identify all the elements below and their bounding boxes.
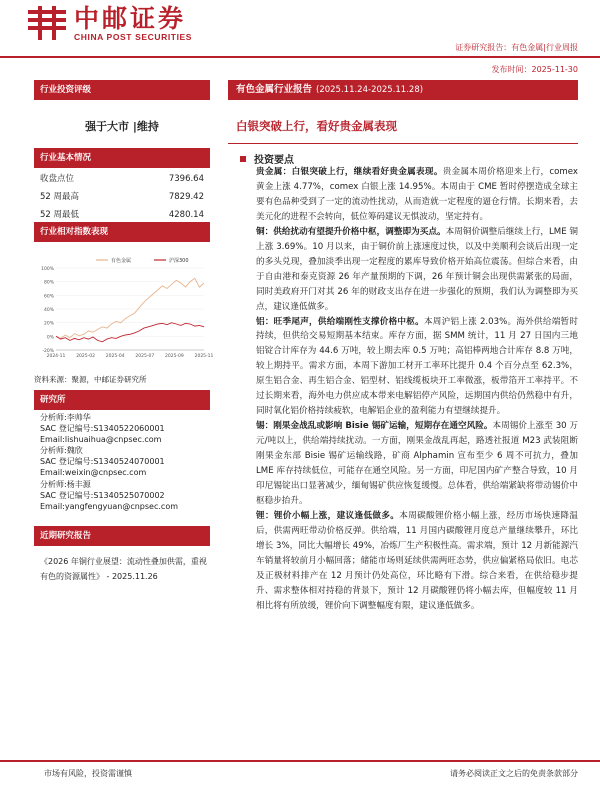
analyst-email[interactable]: Email:weixin@cnpsec.com (40, 468, 147, 478)
x-tick-label: 2025-02 (76, 354, 96, 359)
basic-info-value: 4280.14 (168, 210, 204, 220)
paragraph-copper: 铜：供给扰动有望提升价格中枢，调整即为买点。本周铜价调整后继续上行，LME 铜上涨 3.69%。10 月以来，由于铜价前上涨速度过快，以及中美顺利会谈后出现一定的多头兑现，叠加淡季出现一定程度的累库导致价格开始高位震荡。但综合来看，由于自由港和泰克资源 26 年产量预期的下调，26 年预计铜会出现供需紧张的局面，同时美政府开门对其 26 年的财政支出存在进一步强化的预期，我们认为调整即为买点，建议逢低做多。 (256, 226, 578, 312)
report-banner (228, 80, 578, 100)
legend-label: 有色金属 (111, 258, 132, 264)
y-tick-label: 100% (41, 267, 54, 272)
analyst-section (34, 390, 210, 410)
index-performance-section (34, 222, 210, 242)
paragraph-lithium: 锂：锂价小幅上涨，建议逢低做多。本周碳酸锂价格小幅上涨，经历市场快速降温后，供需两旺带动价格反弹。供给端，11 月国内碳酸锂月度总产量继续攀升，环比增长 3%，同比大幅增长 49%，冶炼厂生产积极性高。需求端，预计 12 月新能源汽车销量将较前月小幅回落；储能市场则延续供需两旺态势，供应偏紧格局依旧。电芯及正极材料排产在 12 月预计仍处高位，环比略有下滑。综合来看，在供给稳步提升、需求整体相对持稳的背景下，预计 12 月碳酸锂仍将小幅去库，但幅度较 11 月相比将有所放缓，锂价向下调整幅度有限，建议逢低做多。 (256, 510, 578, 611)
analyst-sac-number: SAC 登记编号:S1340522060001 (40, 424, 165, 434)
paragraph-aluminum: 铝：旺季尾声，供给端刚性支撑价格中枢。本周沪铝上涨 2.03%。海外供给端暂时持续，但供给交易短期基本结束。库存方面，据 SMM 统计，11 月 27 日国内三地铝锭合计库存为 44.6 万吨，较上期去库 0.5 万吨；高铝棒两地合计库存 8.8 万吨，较上期持平。需求方面，本周下游加工材开工率环比提升 0.4 个百分点至 62.3%，原生铝合金、再生铝合金、铝型材、铝线缆板块开工率微涨，板带箔开工率持平。不过长期来看，海外电力供应成本带来电解铝停产风险，远期国内供给仍然稳中有升，同时氧化铝价格持续疲软，电解铝企业的盈利能力有望继续提升。 (256, 316, 578, 417)
rating-heading: 行业投资评级 (34, 80, 210, 100)
basic-info-value: 7396.64 (168, 174, 204, 184)
analyst-name: 分析师:李帅华 (40, 413, 91, 422)
china-post-logo-icon (26, 6, 68, 40)
recent-reports-section (34, 526, 210, 546)
rating-section (34, 80, 210, 100)
recent-report-link[interactable]: 《2026 年铜行业展望：流动性叠加供需，重视有色的资源属性》 - 2025.11.26 (40, 557, 207, 581)
basic-info-row (34, 170, 210, 188)
x-tick-label: 2025-09 (164, 354, 184, 359)
basic-info-label: 收盘点位 (40, 174, 75, 184)
index-performance-heading: 行业相对指数表现 (34, 222, 210, 242)
breadcrumb: 证券研究报告：有色金属|行业周报 (455, 43, 578, 52)
y-tick-label: 0% (46, 335, 54, 341)
analyst-sac-number: SAC 登记编号:S1340525070002 (40, 490, 165, 500)
logo-chinese-text: 中邮证券 (74, 4, 187, 33)
y-tick-label: 20% (43, 321, 54, 327)
legal-notice: 请务必阅读正文之后的免责条款部分 (450, 769, 578, 778)
relative-index-chart (34, 252, 214, 364)
recent-reports-heading: 近期研究报告 (34, 526, 210, 546)
section-bullet-icon (240, 156, 246, 162)
analyst-name: 分析师:魏欣 (40, 446, 83, 456)
analyst-email[interactable]: Email:yangfengyuan@cnpsec.com (40, 501, 179, 511)
report-body (256, 165, 578, 614)
y-tick-label: 40% (43, 308, 54, 313)
relative-index-chart-svg (34, 252, 214, 364)
chart-source: 资料来源：聚源，中邮证券研究所 (34, 375, 147, 384)
title-divider (228, 143, 578, 144)
y-tick-label: 60% (43, 294, 54, 300)
x-tick-label: 2024-11 (46, 354, 66, 359)
header-divider (0, 56, 600, 58)
analyst-list (40, 412, 210, 512)
analyst-sac-number: SAC 登记编号:S1340524070001 (40, 457, 165, 467)
analyst-email[interactable]: Email:lishuaihua@cnpsec.com (40, 435, 162, 445)
basic-info-heading: 行业基本情况 (34, 148, 210, 168)
report-main-title: 白银突破上行，看好贵金属表现 (236, 119, 397, 133)
industry-rating: 强于大市 |维持 (85, 120, 159, 133)
basic-info-table (34, 170, 210, 224)
x-tick-label: 2025-04 (105, 354, 125, 359)
analyst-heading: 研究所 (34, 390, 210, 410)
legend-label: 沪深300 (169, 258, 189, 264)
x-tick-label: 2025-11 (194, 354, 214, 359)
paragraph-precious-metals: 贵金属：白银突破上行，继续看好贵金属表现。贵金属本周价格迎来上行，comex 黄金上涨 4.77%，comex 白银上涨 14.95%。本周由于 CME 暂时停摆造成全球主要有色品种受到了一定的流动性扰动，从而造就一定程度的逼仓行情。长期来看，去美元化的进程不会转向，低位筹码建议无惧波动，坚定持有。 (256, 167, 578, 222)
publish-time: 发布时间：2025-11-30 (491, 65, 578, 74)
series-line-csi300 (56, 323, 204, 342)
y-tick-label: 80% (43, 280, 54, 286)
logo-english-text: CHINA POST SECURITIES (74, 32, 193, 42)
x-tick-label: 2025-07 (135, 354, 155, 359)
analyst-name: 分析师:杨丰源 (40, 479, 91, 489)
risk-disclaimer: 市场有风险，投资需谨慎 (44, 769, 132, 778)
basic-info-label: 52 周最低 (40, 210, 80, 220)
report-date-range: (2025.11.24-2025.11.28) (316, 85, 424, 95)
basic-info-row (34, 188, 210, 206)
company-logo (26, 6, 192, 46)
y-tick-label: -20% (42, 349, 54, 354)
key-points-heading: 投资要点 (240, 151, 294, 166)
basic-info-section (34, 148, 210, 168)
footer-divider (0, 760, 600, 762)
report-banner-title: 有色金属行业报告 (236, 84, 313, 95)
basic-info-value: 7829.42 (168, 192, 204, 202)
series-line-nonferrous (56, 278, 204, 338)
basic-info-label: 52 周最高 (40, 192, 80, 202)
paragraph-tin: 锡：刚果金战乱或影响 Bisie 锡矿运输，短期存在通空风险。本周锡价上涨至 30 万元/吨以上，供给端持续扰动。一方面，刚果金战乱再起，路透社报道 M23 武装阻断刚果金东部 Bisie 锡矿运输线路，矿商 Alphamin 宣布至少 6 周不可抗力，叠加 LME 库存持续低位，可能存在通空风险。另一方面，印尼国内矿产整合导致，10 月印尼锡锭出口显著减少，缅甸锡矿供应恢复缓慢。总体看，供给端紧缺将带动锡价中枢稳步抬升。 (256, 421, 578, 506)
